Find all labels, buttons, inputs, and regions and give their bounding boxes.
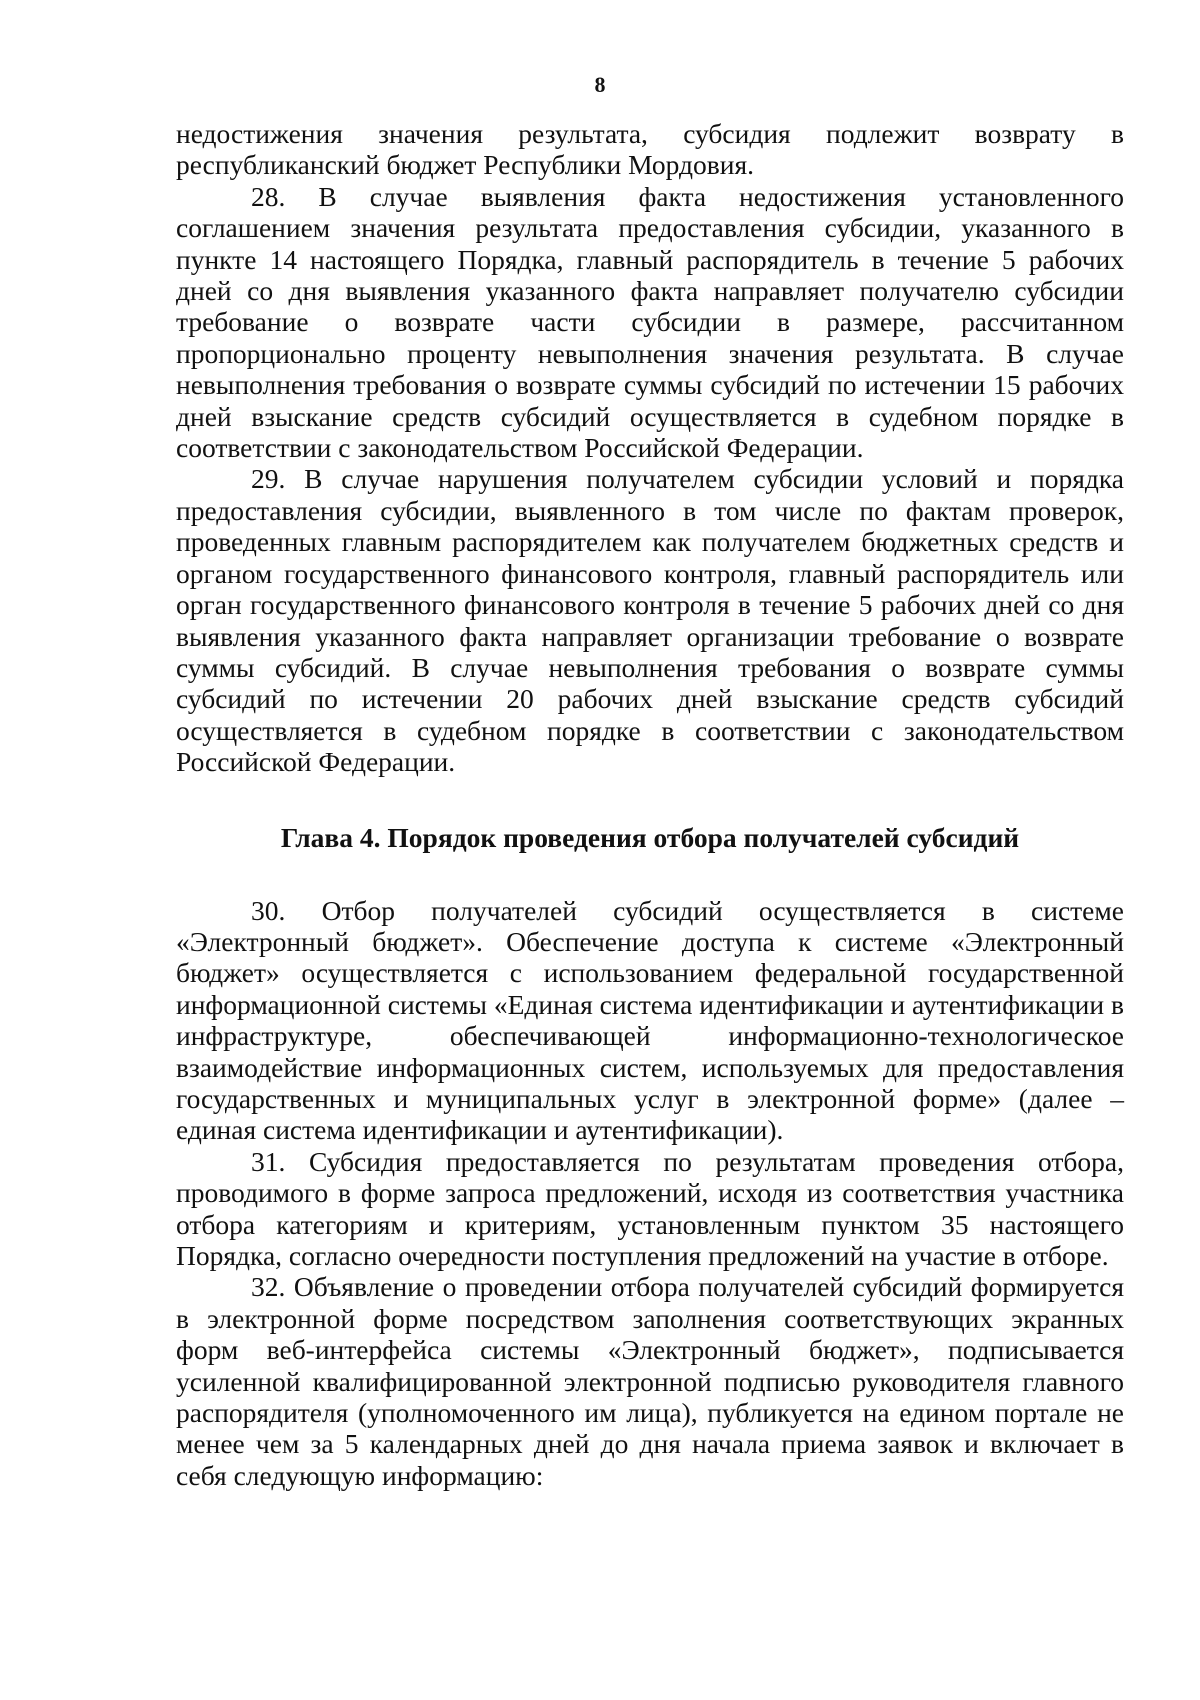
paragraph-28: 28. В случае выявления факта недостижения установленного соглашением значения результата предоставления субсидии, указанного в пункте 14 настоящего Порядка, главный распорядитель в течение 5 рабочих дней со дня выявления указанного факта направляет получателю субсидии требование о возврате части субсидии в размере, рассчитанном пропорционально проценту невыполнения значения результата. В случае невыполнения требования о возврате суммы субсидий по истечении 15 рабочих дней взыскание средств субсидий осуществляется в судебном порядке в соответствии с законодательством Российской Федерации. [176,180,1124,464]
page-number: 8 [594,72,606,97]
paragraph-29: 29. В случае нарушения получателем субсидии условий и порядка предоставления субсидии, выявленного в том числе по фактам проверок, проведенных главным распорядителем как получателем бюджетных средств и органом государственного финансового контроля, главный распорядитель или орган государственного финансового контроля в течение 5 рабочих дней со дня выявления указанного факта направляет организации требование о возврате суммы субсидий. В случае невыполнения требования о возврате суммы субсидий по истечении 20 рабочих дней взыскание средств субсидий осуществляется в судебном порядке в соответствии с законодательством Российской Федерации. [176,463,1124,778]
paragraph-31: 31. Субсидия предоставляется по результатам проведения отбора, проводимого в форме запроса предложений, исходя из соответствия участника отбора категориям и критериям, установленным пунктом 35 настоящего Порядка, согласно очередности поступления предложений на участие в отборе. [176,1145,1124,1271]
document-body [176,118,1124,1491]
paragraph-30: 30. Отбор получателей субсидий осуществляется в системе «Электронный бюджет». Обеспечение доступа к системе «Электронный бюджет» осуществляется с использованием федеральной государственной информационной системы «Единая система идентификации и аутентификации в инфраструктуре, обеспечивающей информационно-технологическое взаимодействие информационных систем, используемых для предоставления государственных и муниципальных услуг в электронной форме» (далее – единая система идентификации и аутентификации). [176,894,1124,1146]
chapter-heading: Глава 4. Порядок проведения отбора получателей субсидий [280,821,1020,853]
paragraph-continuation: недостижения значения результата, субсидия подлежит возврату в республиканский бюджет Республики Мордовия. [176,118,1124,181]
paragraph-32: 32. Объявление о проведении отбора получателей субсидий формируется в электронной форме посредством заполнения соответствующих экранных форм веб-интерфейса системы «Электронный бюджет», подписывается усиленной квалифицированной электронной подписью руководителя главного распорядителя (уполномоченного им лица), публикуется на едином портале не менее чем за 5 календарных дней до дня начала приема заявок и включает в себя следующую информацию: [176,1271,1124,1491]
